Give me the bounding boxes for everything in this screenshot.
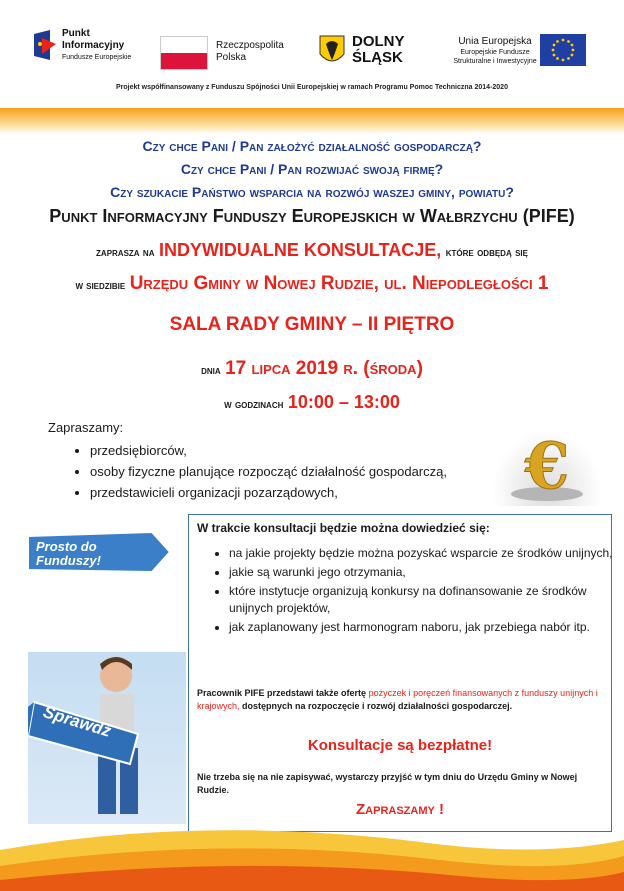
cofinance-note: Projekt współfinansowany z Funduszu Spójności Unii Europejskiej w ramach Programu Pomoc Techniczna 2014-2020 xyxy=(116,84,508,91)
pife-logo-icon xyxy=(32,28,58,62)
prosto-badge xyxy=(24,528,174,578)
time-line xyxy=(0,392,624,413)
dolny-slask-text: DOLNY ŚLĄSK xyxy=(352,33,405,66)
free-note: Konsultacje są bezpłatne! xyxy=(307,737,493,754)
box-intro: W trakcie konsultacji będzie można dowiedzieć się: xyxy=(197,521,490,535)
venue-highlight: Urzędu Gminy w Nowej Rudzie, ul. Niepodległości 1 xyxy=(129,273,549,294)
orange-band xyxy=(0,108,624,134)
ue-logo-text: Unia Europejska Europejskie Fundusze Strukturalne i Inwestycyjne xyxy=(453,36,537,65)
sprawdz-image xyxy=(28,652,186,824)
date-line xyxy=(0,358,624,380)
time-highlight: 10:00 – 13:00 xyxy=(287,392,400,412)
list-item: • jak zaplanowany jest harmonogram naboru, jak przebiega nabór itp. xyxy=(229,619,613,636)
intro-question-1: Czy chce Pani / Pan założyć działalność gospodarczą? xyxy=(142,138,482,154)
invites-highlight: INDYWIDUALNE KONSULTACJE, xyxy=(158,240,442,260)
venue-line xyxy=(0,273,624,295)
date-highlight: 17 lipca 2019 r. (środa) xyxy=(225,358,423,379)
poland-flag-icon xyxy=(160,36,208,70)
offer-post: dostępnych na rozpoczęcie i rozwój działalności gospodarczej. xyxy=(242,701,513,711)
intro-question-3: Czy szukacie Państwo wsparcia na rozwój waszej gminy, powiatu? xyxy=(110,184,514,200)
invited-list xyxy=(72,440,510,503)
rp-logo-text: Rzeczpospolita Polska xyxy=(216,40,284,63)
room-name: SALA RADY GMINY – II PIĘTRO xyxy=(169,314,455,335)
invited-title: Zapraszamy: xyxy=(48,420,124,435)
euro-image xyxy=(492,430,602,506)
list-item: • osoby fizyczne planujące rozpocząć działalność gospodarczą, xyxy=(90,461,510,482)
list-item: • przedsiębiorców, xyxy=(90,440,510,461)
svg-text:€: € xyxy=(524,430,570,504)
list-item: • jakie są warunki jego otrzymania, xyxy=(229,564,613,581)
logo-bar xyxy=(20,18,604,108)
eu-flag-icon xyxy=(540,34,586,66)
invites-line xyxy=(0,240,624,261)
euro-icon xyxy=(492,430,602,506)
offer-pre: Pracownik PIFE przedstawi także ofertę xyxy=(197,688,367,698)
invites-pre: zaprasza na xyxy=(96,245,155,259)
box-closing: Zapraszamy ! xyxy=(356,801,444,818)
venue-pre: w siedzibie xyxy=(75,280,126,292)
info-box xyxy=(188,514,612,832)
box-offer xyxy=(197,687,603,713)
box-note: Nie trzeba się na nie zapisywać, wystarczy przyjść w tym dniu do Urzędu Gminy w Nowej Rudzie. xyxy=(197,772,578,795)
pife-logo-text: Punkt Informacyjny Fundusze Europejskie xyxy=(62,28,132,61)
dolny-slask-crest-icon xyxy=(318,34,346,68)
date-pre: dnia xyxy=(201,363,221,377)
org-name: Punkt Informacyjny Funduszy Europejskich w Wałbrzychu (PIFE) xyxy=(49,206,575,226)
intro-question-2: Czy chce Pani / Pan rozwijać swoją firmę? xyxy=(180,161,444,177)
list-item: • które instytucje organizują konkursy na dofinansowanie ze środków unijnych projektów, xyxy=(229,583,613,617)
footer-swoosh xyxy=(0,820,624,891)
swoosh-decoration-icon xyxy=(0,820,624,891)
offer-highlight: pożyczek i poręczeń finansowanych z funduszy unijnych i krajowych, xyxy=(197,688,598,711)
time-pre: w godzinach xyxy=(224,397,284,411)
box-list xyxy=(211,545,613,636)
list-item: • na jakie projekty będzie można pozyskać wsparcie ze środków unijnych, xyxy=(229,545,613,562)
prosto-label: Prosto do Funduszy! xyxy=(36,539,101,568)
sprawdz-label: Sprawdź xyxy=(40,702,114,741)
invites-post: które odbędą się xyxy=(445,245,528,259)
list-item: • przedstawicieli organizacji pozarządowych, xyxy=(90,482,510,503)
